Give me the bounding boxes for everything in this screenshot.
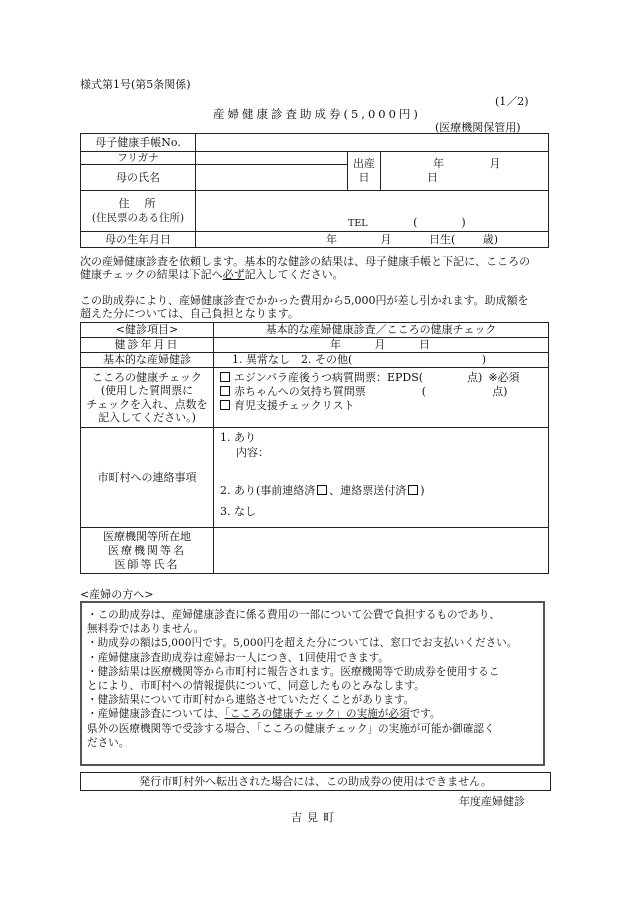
contact-option-1[interactable]: 1. あり [220, 431, 256, 444]
mental-check-note-3: 記入してください。) [98, 411, 196, 424]
delivery-day: 日 [427, 171, 438, 184]
mental-check-required: 「こころの健康チェック」の実施が必須 [224, 708, 410, 721]
parenting-support-row: 育児支援チェックリスト [220, 399, 544, 413]
basic-exam-label: 基本的な産婦健診 [81, 353, 214, 368]
notice-line: ・産婦健康診査助成券は産婦お一人につき、1回使用できます。 [87, 651, 389, 664]
required-emphasis: 必ず [222, 268, 245, 281]
basic-exam-field[interactable] [214, 353, 549, 368]
tel-field[interactable]: ( ) [413, 216, 466, 229]
col-header-item: <健診項目> [81, 323, 214, 338]
birth-day: 日生( [429, 232, 456, 246]
contact-label: 市町村への連絡事項 [81, 428, 214, 528]
mental-check-label-cell [81, 368, 214, 428]
tel-label: TEL [348, 218, 368, 229]
subsidy-line-2: 超えた分については、自己負担となります。 [80, 307, 299, 320]
form-number: 様式第1号(第5条関係) [80, 78, 191, 91]
notice-line: ・この助成券は、産婦健康診査に係る費用の一部について公費で負担するものであり、 [87, 609, 500, 621]
birthdate-field[interactable] [196, 232, 549, 248]
baby-feeling-checkbox[interactable] [220, 386, 230, 396]
delivery-date-field[interactable] [381, 152, 549, 191]
exam-year: 年 [330, 338, 341, 351]
baby-feeling-row: 赤ちゃんへの気持ち質問票 ( 点) [220, 385, 544, 399]
contact-option-3[interactable]: 3. なし [220, 504, 256, 518]
birthdate-label: 母の生年月日 [81, 232, 196, 248]
delivery-year: 年 [433, 157, 444, 170]
contact-form-sent-checkbox[interactable] [408, 485, 418, 495]
address-sub-label: (住民票のある住所) [91, 212, 185, 224]
exam-table [80, 322, 549, 574]
col-header-exam: 基本的な産婦健康診査／こころの健康チェック [214, 323, 549, 338]
municipality-name: 吉見町 [291, 811, 339, 824]
doctor-name-label: 医師等氏名 [114, 557, 180, 571]
birth-year: 年 [326, 232, 337, 246]
notice-line: とにより、市町村への情報提供について、同意したものとみなします。 [87, 680, 425, 693]
notice-line: ・健診結果について市町村から連絡させていただくことがあります。 [87, 694, 415, 707]
mental-check-note-1: (使用した質問票に [100, 384, 194, 397]
exam-date-label: 健診年月日 [81, 338, 214, 353]
furigana-label: フリガナ [81, 152, 196, 165]
delivery-month: 月 [489, 157, 501, 170]
facility-name-label: 医療機関等名 [108, 543, 186, 557]
facility-field[interactable] [214, 528, 549, 574]
intro-line-2: 健康チェックの結果は下記へ必ず記入してください。 [80, 268, 344, 281]
subsidy-line-1: この助成券により、産婦健康診査でかかった費用から5,000円が差し引かれます。助成額を [80, 294, 529, 307]
notice-line: ・助成券の額は5,000円です。5,000円を超えた分については、窓口でお支払いください。 [87, 637, 518, 650]
handbook-label: 母子健康手帳No. [81, 134, 196, 152]
epds-checkbox[interactable] [220, 372, 230, 382]
mental-check-field [214, 368, 549, 428]
contact-field [214, 428, 549, 528]
page-indicator: (1／2) [495, 95, 529, 108]
required-mark: ※必須 [488, 371, 520, 384]
mother-name-label: 母の氏名 [81, 165, 196, 191]
fiscal-year-label: 年度産婦健診 [459, 795, 525, 808]
basic-exam-close: ) [481, 353, 487, 366]
prior-contact-checkbox[interactable] [317, 485, 327, 495]
parenting-support-checkbox[interactable] [220, 400, 230, 410]
handbook-number-field[interactable] [196, 134, 549, 152]
exam-day: 日 [419, 338, 430, 351]
mother-name-field[interactable] [196, 165, 348, 191]
facility-address-label: 医療機関等所在地 [103, 529, 191, 543]
subsidy-paragraph [80, 294, 555, 320]
address-label-cell [81, 191, 196, 232]
notice-line: 県外の医療機関等で受診する場合、「こころの健康チェック」の実施が可能か御確認く [87, 722, 495, 735]
contact-content-label: 内容： [236, 445, 269, 459]
mother-info-table [80, 133, 549, 248]
epds-row: エジンバラ産後うつ病質問票：EPDS( 点) ※必須 [220, 371, 544, 385]
age-suffix: 歳) [482, 232, 499, 246]
address-label: 住 所 [118, 197, 158, 210]
notice-line: ・健診結果は医療機関等から市町村に報告されます。医療機関等で助成券を使用するこ [87, 665, 500, 678]
exam-date-field[interactable] [214, 338, 549, 353]
delivery-date-label: 出産日 [348, 152, 381, 191]
notice-line: ださい。 [87, 736, 130, 749]
notice-line-required: ・産婦健康診査については、「こころの健康チェック」の実施が必須です。 [87, 708, 441, 721]
transfer-note: 発行市町村外へ転出された場合には、この助成券の使用はできません。 [80, 772, 551, 791]
notice-line: 無料券ではありません。 [87, 623, 205, 636]
intro-paragraph [80, 255, 555, 281]
notice-box [80, 601, 545, 766]
birth-month: 月 [380, 232, 392, 246]
retention-note: (医療機関保管用) [435, 121, 521, 134]
notice-heading: <産婦の方へ> [80, 588, 154, 601]
mental-check-note-2: チェックを入れ、点数を [86, 397, 208, 411]
furigana-field[interactable] [196, 152, 348, 165]
mental-check-label: こころの健康チェック [92, 370, 202, 384]
intro-line-1: 次の産婦健康診査を依頼します。基本的な健診の結果は、母子健康手帳と下記に、こころの [80, 255, 531, 268]
address-field[interactable] [196, 191, 549, 232]
basic-exam-options: 1. 異常なし 2. その他( [232, 353, 353, 366]
contact-option-2: 2. あり(事前連絡済 、連絡票送付済 ) [220, 484, 425, 497]
exam-month: 月 [374, 338, 386, 351]
form-title: 産婦健康診査助成券(5,000円) [213, 107, 421, 121]
facility-label-cell [81, 528, 214, 574]
